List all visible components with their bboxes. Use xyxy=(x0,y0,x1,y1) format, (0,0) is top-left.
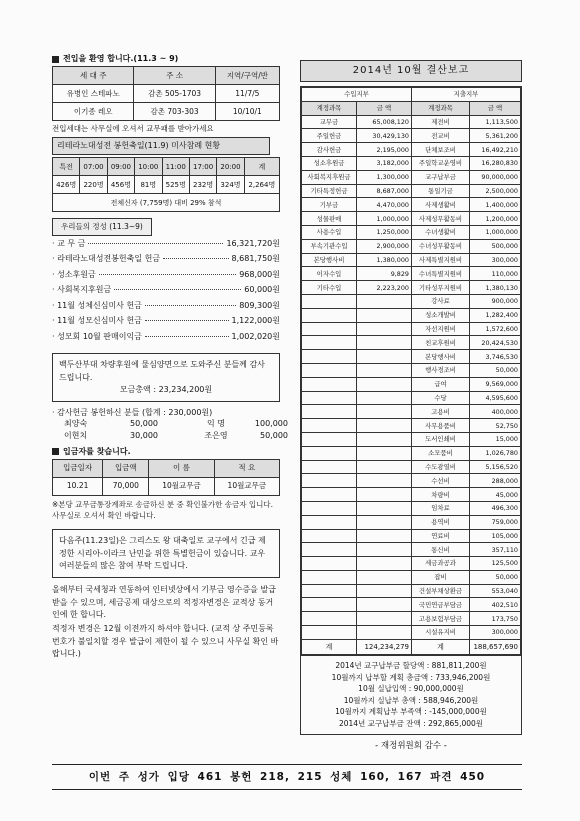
ledger-amount xyxy=(357,460,412,474)
table-row xyxy=(302,557,521,571)
table-row xyxy=(302,143,521,157)
ledger-amount: 1,282,400 xyxy=(470,308,521,322)
ledger-amount: 1,380,130 xyxy=(470,281,521,295)
welcome-note: 전입세대는 사무실에 오셔서 교무패를 받아가세요 xyxy=(52,124,214,133)
list-item: · 라테라노대성전봉헌축일 헌금 8,681,750원 xyxy=(52,254,280,264)
ledger-account: 수선비 xyxy=(412,474,470,488)
ledger-account xyxy=(302,391,357,405)
ledger-amount: 288,000 xyxy=(470,474,521,488)
ledger-amount: 1,113,500 xyxy=(470,115,521,129)
ledger-account: 자선지원비 xyxy=(412,322,470,336)
ledger-account: 수도광열비 xyxy=(412,460,470,474)
ledger-account: 본당행사비 xyxy=(302,253,357,267)
table-row xyxy=(302,515,521,529)
report-summary: 2014년 교구납부금 할당액 : 881,811,200원 10월까지 납부할 계획 총금액 : 733,946,200원 10월 실납입액 : 90,000,000원 10월까지 실납부 총액 : 588,946,200원 10월까지 계획납부 부족액 : -145,000,000원 2014년 교구납부금 잔액 : 292,865,000원 xyxy=(300,656,522,735)
ledger-amount xyxy=(357,570,412,584)
square-bullet-icon xyxy=(52,56,59,63)
ledger-amount xyxy=(357,474,412,488)
unknown-header-row: 입금일자 입금액 이 름 적 요 xyxy=(53,459,280,477)
table-row xyxy=(302,363,521,377)
ledger-account xyxy=(302,626,357,640)
ledger-account: 강사료 xyxy=(412,294,470,308)
ledger-account xyxy=(302,322,357,336)
ledger-account: 친교후원비 xyxy=(412,336,470,350)
ledger-amount: 1,300,000 xyxy=(357,170,412,184)
ledger-amount: 5,156,520 xyxy=(470,460,521,474)
ledger-account xyxy=(302,488,357,502)
ledger-account: 성소후원금 xyxy=(302,156,357,170)
ledger-account: 주일학교운영비 xyxy=(412,156,470,170)
ledger-account xyxy=(302,529,357,543)
table-row xyxy=(302,612,521,626)
ledger-amount xyxy=(357,612,412,626)
ledger-amount: 16,492,210 xyxy=(470,143,521,157)
ledger-account xyxy=(302,501,357,515)
table-row xyxy=(302,129,521,143)
table-row xyxy=(302,432,521,446)
ledger-account: 고용보험부담금 xyxy=(412,612,470,626)
ledger-account: 시설유지비 xyxy=(412,626,470,640)
ledger-amount: 300,000 xyxy=(470,626,521,640)
table-row: 이기종 레오 감촌 703-303 10/10/1 xyxy=(53,103,280,121)
ledger-amount: 105,000 xyxy=(470,529,521,543)
ledger-amount: 402,510 xyxy=(470,598,521,612)
ledger-account xyxy=(302,405,357,419)
table-row xyxy=(302,446,521,460)
ledger-account: 사무용품비 xyxy=(412,419,470,433)
ledger-account xyxy=(302,474,357,488)
ledger-account: 임차료 xyxy=(412,501,470,515)
ledger-account: 성소개발비 xyxy=(412,308,470,322)
ledger-account: 국민연금부담금 xyxy=(412,598,470,612)
ledger-amount xyxy=(357,557,412,571)
ledger-account xyxy=(302,543,357,557)
welcome-header-row: 세 대 주 주 소 지역/구역/반 xyxy=(53,67,280,85)
table-row xyxy=(302,626,521,640)
ledger-amount: 3,182,000 xyxy=(357,156,412,170)
table-row xyxy=(302,294,521,308)
ledger-account: 급여 xyxy=(412,377,470,391)
ledger-account: 전교비 xyxy=(412,129,470,143)
table-row: 10.21 70,000 10월교무금 10월교무금 xyxy=(53,477,280,495)
ledger-account: 건설부채상환금 xyxy=(412,584,470,598)
ledger-account: 제전비 xyxy=(412,115,470,129)
table-row xyxy=(302,336,521,350)
report-title: 2014년 10월 결산보고 xyxy=(300,60,522,82)
ledger-account: 수당 xyxy=(412,391,470,405)
committee-signature: - 재정위원회 감수 - xyxy=(375,740,447,751)
ledger-amount: 553,040 xyxy=(470,584,521,598)
ledger-amount: 2,195,000 xyxy=(357,143,412,157)
ledger-amount xyxy=(357,432,412,446)
square-bullet-icon xyxy=(52,448,59,455)
ledger-amount: 1,400,000 xyxy=(470,198,521,212)
ledger-account xyxy=(302,419,357,433)
table-row xyxy=(302,474,521,488)
ledger-account xyxy=(302,350,357,364)
dues-list xyxy=(52,239,280,348)
ledger-account: 도서인쇄비 xyxy=(412,432,470,446)
ledger-account: 부속기관수입 xyxy=(302,239,357,253)
ledger-account xyxy=(302,432,357,446)
ledger-account: 고용비 xyxy=(412,405,470,419)
tax-notice: 올해부터 국세청과 연동하여 인터넷상에서 기부금 영수증을 발급 받을 수 있으며, 세금공제 대상으로의 적정자변경은 교적상 동거인에 한 합니다. xyxy=(52,585,276,620)
ledger-amount: 173,750 xyxy=(470,612,521,626)
table-row xyxy=(302,405,521,419)
ledger-amount: 1,572,600 xyxy=(470,322,521,336)
ledger-account: 수녀생활비 xyxy=(412,225,470,239)
ledger-amount: 15,000 xyxy=(470,432,521,446)
table-row xyxy=(302,253,521,267)
ledger-amount: 496,300 xyxy=(470,501,521,515)
table-row xyxy=(302,598,521,612)
ledger-account: 사제성무활동비 xyxy=(412,212,470,226)
vehicle-donation-box: 백두산부대 차량후원에 물심양면으로 도와주신 분들께 감사 드립니다. 모금총액 : 23,234,200원 xyxy=(52,353,280,402)
ledger-amount xyxy=(357,543,412,557)
table-row: 전체신자 (7,759명) 대비 29% 참석 xyxy=(53,194,280,212)
ledger-amount: 300,000 xyxy=(470,253,521,267)
ledger-account xyxy=(302,598,357,612)
ledger-header-row: 계정과목 금 액 계정과목 금 액 xyxy=(302,101,521,115)
ledger-amount: 3,746,530 xyxy=(470,350,521,364)
ledger-account: 통일기금 xyxy=(412,184,470,198)
ledger-amount: 5,361,200 xyxy=(470,129,521,143)
table-row xyxy=(302,501,521,515)
ledger-amount: 500,000 xyxy=(470,239,521,253)
table-row xyxy=(302,281,521,295)
ledger-account: 수녀성무활동비 xyxy=(412,239,470,253)
ledger-amount: 16,280,830 xyxy=(470,156,521,170)
ledger-table xyxy=(301,87,521,655)
ledger xyxy=(300,86,522,656)
list-item: · 11월 성체신심미사 헌금 809,300원 xyxy=(52,300,280,310)
ledger-group-row: 수입지부 지출지부 xyxy=(302,88,521,102)
table-row xyxy=(302,488,521,502)
table-row xyxy=(302,529,521,543)
table-row xyxy=(302,391,521,405)
table-row xyxy=(302,570,521,584)
table-row xyxy=(302,184,521,198)
ledger-amount: 1,200,000 xyxy=(470,212,521,226)
welcome-table xyxy=(52,66,280,121)
table-row xyxy=(302,198,521,212)
ledger-amount xyxy=(357,529,412,543)
ledger-amount xyxy=(357,377,412,391)
ledger-account: 소모품비 xyxy=(412,446,470,460)
ledger-account: 잡비 xyxy=(412,570,470,584)
ledger-amount: 30,429,130 xyxy=(357,129,412,143)
ledger-amount: 45,000 xyxy=(470,488,521,502)
ledger-total-row: 계 124,234,279 계 188,657,690 xyxy=(302,639,521,654)
ledger-account: 사제생활비 xyxy=(412,198,470,212)
ledger-account: 기타특정헌금 xyxy=(302,184,357,198)
list-item: · 교 무 금 16,321,720원 xyxy=(52,238,280,248)
ledger-account: 교구납부금 xyxy=(412,170,470,184)
ledger-account xyxy=(302,460,357,474)
special-collection-box: 다음주(11.23일)은 그리스도 왕 대축일로 교구에서 긴급 제정한 시리아-이라크 난민을 위한 특별헌금이 있습니다. 교우 여러분들의 많은 참여 부탁 드립니다. xyxy=(52,529,280,578)
ledger-amount: 900,000 xyxy=(470,294,521,308)
ledger-account: 기타성무지원비 xyxy=(412,281,470,295)
ledger-account: 차량비 xyxy=(412,488,470,502)
table-row xyxy=(302,156,521,170)
unknown-depositor-table xyxy=(52,459,280,496)
ledger-account: 주일헌금 xyxy=(302,129,357,143)
ledger-account: 행사경조비 xyxy=(412,363,470,377)
ledger-amount: 4,470,000 xyxy=(357,198,412,212)
ledger-amount: 4,595,600 xyxy=(470,391,521,405)
table-row xyxy=(302,543,521,557)
welcome-heading: 전입을 환영 합니다.(11.3 ~ 9) xyxy=(52,54,280,64)
ledger-amount xyxy=(357,419,412,433)
ledger-amount: 50,000 xyxy=(470,570,521,584)
ledger-account xyxy=(302,515,357,529)
table-row: 426명 220명 456명 81명 525명 232명 324명 2,264명 xyxy=(53,176,280,194)
ledger-account: 성물판매 xyxy=(302,212,357,226)
ledger-account: 용역비 xyxy=(412,515,470,529)
ledger-account xyxy=(302,363,357,377)
mass-header-row: 특전 07:00 09:00 10:00 11:00 17:00 20:00 계 xyxy=(53,158,280,176)
ledger-account xyxy=(302,584,357,598)
hymn-footer: 이번 주 성가 입당 461 봉헌 218, 215 성체 160, 167 파견 450 xyxy=(52,764,522,790)
unknown-depositor-notice: ※본당 교무금통장계좌로 송금하신 분 중 확인불가한 송금자 입니다. 사무실로 오셔서 확인 바랍니다. xyxy=(52,499,273,520)
donation-total: 모금총액 : 23,234,200원 xyxy=(119,385,213,395)
ledger-amount xyxy=(357,308,412,322)
ledger-account: 수녀특별지원비 xyxy=(412,267,470,281)
table-row xyxy=(302,377,521,391)
mass-title: 리테라노대성전 봉헌축일(11.9) 미사참례 현황 xyxy=(52,137,270,155)
ledger-amount xyxy=(357,446,412,460)
ledger-amount: 1,026,780 xyxy=(470,446,521,460)
left-column xyxy=(52,52,288,661)
ledger-amount: 125,500 xyxy=(470,557,521,571)
ledger-amount xyxy=(357,626,412,640)
ledger-amount xyxy=(357,515,412,529)
ledger-account xyxy=(302,377,357,391)
ledger-account xyxy=(302,612,357,626)
ledger-account xyxy=(302,336,357,350)
table-row xyxy=(302,322,521,336)
ledger-account: 단체보조비 xyxy=(412,143,470,157)
ledger-amount: 20,424,530 xyxy=(470,336,521,350)
ledger-account: 본당행사비 xyxy=(412,350,470,364)
ledger-amount: 50,000 xyxy=(470,363,521,377)
ledger-amount xyxy=(357,336,412,350)
ledger-amount: 90,000,000 xyxy=(470,170,521,184)
ledger-amount xyxy=(357,488,412,502)
ledger-amount: 1,380,000 xyxy=(357,253,412,267)
ledger-amount: 65,008,120 xyxy=(357,115,412,129)
ledger-amount: 9,829 xyxy=(357,267,412,281)
table-row xyxy=(302,170,521,184)
ledger-amount: 8,687,000 xyxy=(357,184,412,198)
table-row xyxy=(302,212,521,226)
ledger-amount xyxy=(357,294,412,308)
ledger-account: 사회복지후원금 xyxy=(302,170,357,184)
ledger-amount: 400,000 xyxy=(470,405,521,419)
ledger-account: 감사헌금 xyxy=(302,143,357,157)
ledger-amount xyxy=(357,584,412,598)
ledger-account: 연료비 xyxy=(412,529,470,543)
ledger-account xyxy=(302,570,357,584)
ledger-amount: 2,900,000 xyxy=(357,239,412,253)
ledger-account xyxy=(302,294,357,308)
ledger-amount: 1,000,000 xyxy=(470,225,521,239)
ledger-amount xyxy=(357,363,412,377)
table-row xyxy=(302,239,521,253)
list-item: · 사회복지후원금 60,000원 xyxy=(52,285,280,295)
list-item: · 성소후원금 968,000원 xyxy=(52,269,280,279)
ledger-account: 이자수입 xyxy=(302,267,357,281)
table-row: 유병인 스테파노 감촌 505-1703 11/7/5 xyxy=(53,85,280,103)
ledger-amount xyxy=(357,501,412,515)
ledger-amount xyxy=(357,350,412,364)
table-row xyxy=(302,225,521,239)
ledger-amount: 759,000 xyxy=(470,515,521,529)
ledger-amount: 9,569,000 xyxy=(470,377,521,391)
ledger-amount: 110,000 xyxy=(470,267,521,281)
list-item: · 성모회 10월 판매이익금 1,002,020원 xyxy=(52,331,280,341)
table-row xyxy=(302,115,521,129)
table-row xyxy=(302,584,521,598)
right-column xyxy=(300,60,522,751)
ledger-account xyxy=(302,557,357,571)
unknown-depositor-heading: 입금자를 찾습니다. xyxy=(52,447,280,457)
ledger-account: 통신비 xyxy=(412,543,470,557)
list-item: · 11월 성모신심미사 헌금 1,122,000원 xyxy=(52,316,280,326)
ledger-account: 교무금 xyxy=(302,115,357,129)
ledger-account: 기부금 xyxy=(302,198,357,212)
ledger-amount: 52,750 xyxy=(470,419,521,433)
ledger-account: 사용수입 xyxy=(302,225,357,239)
table-row xyxy=(302,267,521,281)
ledger-amount: 357,110 xyxy=(470,543,521,557)
table-row xyxy=(302,350,521,364)
ledger-amount xyxy=(357,405,412,419)
table-row xyxy=(302,308,521,322)
ledger-amount: 1,250,000 xyxy=(357,225,412,239)
ledger-amount: 2,500,000 xyxy=(470,184,521,198)
donors-list: 최양숙 50,000 익 명 100,000 이현치 30,000 조은영 50,000 xyxy=(64,419,288,441)
ledger-account: 사제특별지원비 xyxy=(412,253,470,267)
table-row xyxy=(302,460,521,474)
ledger-amount: 2,223,200 xyxy=(357,281,412,295)
ledger-amount xyxy=(357,598,412,612)
dues-title: 우리들의 정성 (11.3~9) xyxy=(52,218,152,235)
ledger-amount xyxy=(357,391,412,405)
ledger-account: 세금과공과 xyxy=(412,557,470,571)
donors-heading: · 감사헌금 봉헌하신 분들 (합계 : 230,000원) xyxy=(52,408,213,418)
ledger-account xyxy=(302,446,357,460)
mass-table xyxy=(52,157,280,212)
tax-notice-2: 적정자 변경은 12월 이전까지 하셔야 합니다. (교적 상 주민등록번호가 불일치할 경우 발급이 제한이 될 수 있으니 사무실 확인 바랍니다.) xyxy=(52,624,279,659)
ledger-amount xyxy=(357,322,412,336)
ledger-account xyxy=(302,308,357,322)
ledger-account: 기타수입 xyxy=(302,281,357,295)
table-row xyxy=(302,419,521,433)
ledger-amount: 1,000,000 xyxy=(357,212,412,226)
